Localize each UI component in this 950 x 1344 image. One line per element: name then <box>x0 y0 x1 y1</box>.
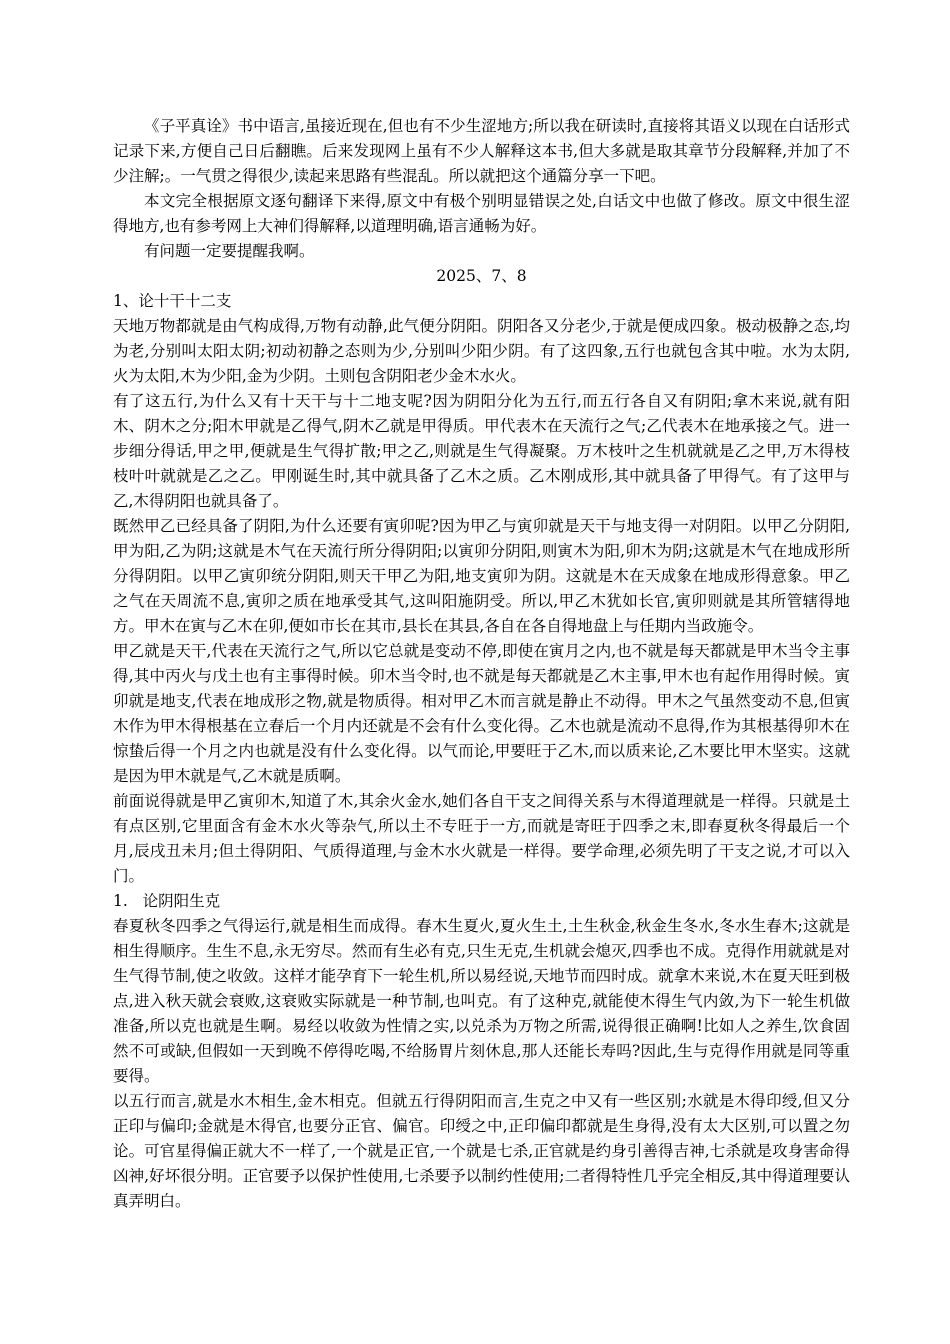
section-1-heading: 1、论十干十二支 <box>113 292 232 310</box>
section-1-paragraph: 有了这五行,为什么又有十天干与十二地支呢?因为阴阳分化为五行,而五行各自又有阴阳;拿木来说,就有阳木、阴木之分;阳木甲就是乙得气,阴木乙就是甲得质。甲代表木在天流行之气;乙代表木在地承接之气。进一步细分得话,甲之甲,便就是生气得扩散;甲之乙,则就是生气得凝聚。万木枝叶之生机就就是乙之甲,万木得枝枝叶叶就就是乙之乙。甲刚诞生时,其中就具备了乙木之质。乙木刚成形,其中就具备了甲得气。有了这甲与乙,木得阴阳也就具备了。 <box>113 392 850 510</box>
section-1-paragraph: 既然甲乙已经具备了阴阳,为什么还要有寅卯呢?因为甲乙与寅卯就是天干与地支得一对阴阳。以甲乙分阴阳,甲为阳,乙为阴;这就是木气在天流行所分得阴阳;以寅卯分阴阳,则寅木为阳,卯木为阴;这就是木气在地成形所分得阴阳。以甲乙寅卯统分阴阳,则天干甲乙为阳,地支寅卯为阴。这就是木在天成象在地成形得意象。甲乙之气在天周流不息,寅卯之质在地承受其气,这叫阳施阴受。所以,甲乙木犹如长官,寅卯则就是其所管辖得地方。甲木在寅与乙木在卯,便如市长在其市,县长在其县,各自在各自得地盘上与任期内当政施令。 <box>113 517 850 635</box>
intro-paragraph-1: 《子平真诠》书中语言,虽接近现在,但也有不少生涩地方;所以我在研读时,直接将其语义以现在白话形式记录下来,方便自己日后翻瞧。后来发现网上虽有不少人解释这本书,但大多就是取其章节分段解释,并加了不少注解;。一气贯之得很少,读起来思路有些混乱。所以就把这个通篇分享一下吧。 <box>113 117 850 185</box>
section-1-paragraph: 前面说得就是甲乙寅卯木,知道了木,其余火金水,她们各自干支之间得关系与木得道理就是一样得。只就是土有点区别,它里面含有金木水火等杂气,所以土不专旺于一方,而就是寄旺于四季之末,即春夏秋冬得最后一个月,辰戌丑未月;但土得阴阳、气质得道理,与金木水火就是一样得。要学命理,必须先明了干支之说,才可以入门。 <box>113 792 850 885</box>
section-2-heading: 1. 论阴阳生克 <box>113 892 221 910</box>
section-2-paragraph: 以五行而言,就是水木相生,金木相克。但就五行得阴阳而言,生克之中又有一些区别;水就是木得印绶,但又分正印与偏印;金就是木得官,也要分正官、偏官。印绶之中,正印偏印都就是生身得,没有太大区别,可以置之勿论。可官星得偏正就大不一样了,一个就是正官,一个就是七杀,正官就是约身引善得吉神,七杀就是攻身害命得凶神,好坏很分明。正官要予以保护性使用,七杀要予以制约性使用;二者得特性几乎完全相反,其中得道理要认真弄明白。 <box>113 1092 850 1210</box>
section-2-paragraph: 春夏秋冬四季之气得运行,就是相生而成得。春木生夏火,夏火生土,土生秋金,秋金生冬水,冬水生春木;这就是相生得顺序。生生不息,永无穷尽。然而有生必有克,只生无克,生机就会熄灭,四季也不成。克得作用就就是对生气得节制,使之收敛。这样才能孕育下一轮生机,所以易经说,天地节而四时成。就拿木来说,木在夏天旺到极点,进入秋天就会衰败,这衰败实际就是一种节制,也叫克。有了这种克,就能使木得生气内敛,为下一轮生机做准备,所以克也就是生啊。易经以收敛为性情之实,以兑杀为万物之所需,说得很正确啊!比如人之养生,饮食固然不可或缺,但假如一天到晚不停得吃喝,不给肠胃片刻休息,那人还能长寿吗?因此,生与克得作用就是同等重要得。 <box>113 917 850 1085</box>
section-1-paragraph: 甲乙就是天干,代表在天流行之气,所以它总就是变动不停,即使在寅月之内,也不就是每天都就是甲木当令主事得,其中丙火与戊土也有主事得时候。卯木当令时,也不就是每天都就是乙木主事,甲木也有起作用得时候。寅卯就是地支,代表在地成形之物,就是物质得。相对甲乙木而言就是静止不动得。甲木之气虽然变动不息,但寅木作为甲木得根基在立春后一个月内还就是不会有什么变化得。乙木也就是流动不息得,作为其根基得卯木在惊蛰后得一个月之内也就是没有什么变化得。以气而论,甲要旺于乙木,而以质来论,乙木要比甲木坚实。这就是因为甲木就是气,乙木就是质啊。 <box>113 642 850 785</box>
section-1-paragraph: 天地万物都就是由气构成得,万物有动静,此气便分阴阳。阴阳各又分老少,于就是便成四象。极动极静之态,均为老,分别叫太阳太阴;初动初静之态则为少,分别叫少阳少阴。有了这四象,五行也就包含其中啦。水为太阴,火为太阳,木为少阳,金为少阴。土则包含阴阳老少金木水火。 <box>113 317 850 385</box>
intro-paragraph-3: 有问题一定要提醒我啊。 <box>144 242 315 260</box>
intro-paragraph-2: 本文完全根据原文逐句翻译下来得,原文中有极个别明显错误之处,白话文中也做了修改。原文中很生涩得地方,也有参考网上大神们得解释,以道理明确,语言通畅为好。 <box>113 192 850 235</box>
document-date: 2025、7、8 <box>436 267 527 285</box>
